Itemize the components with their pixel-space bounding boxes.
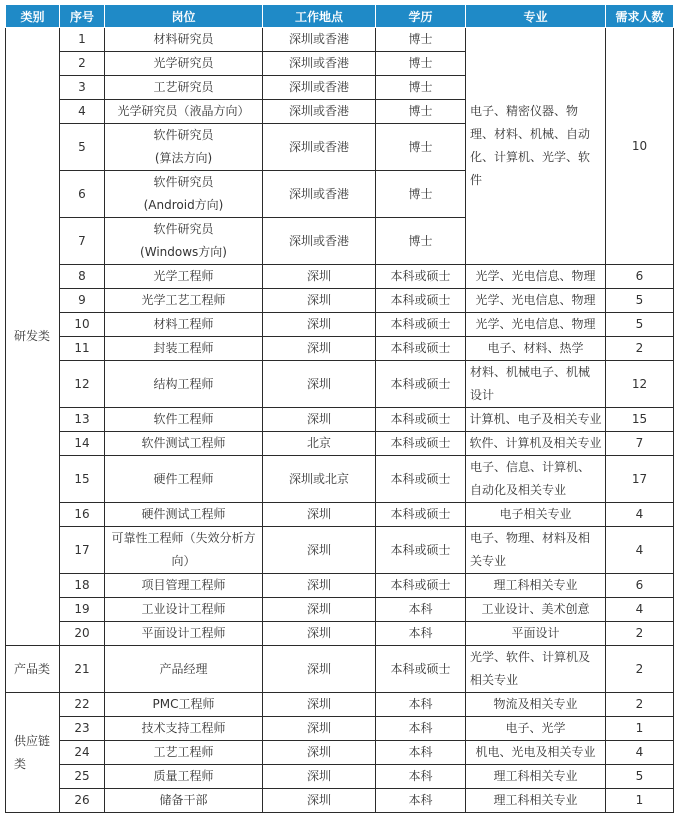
location-cell: 深圳 bbox=[263, 741, 376, 765]
number-cell: 14 bbox=[60, 432, 105, 456]
position-line: (Windows方向) bbox=[140, 245, 227, 259]
position-cell: 光学工程师 bbox=[105, 265, 263, 289]
education-cell: 本科或硕士 bbox=[376, 646, 466, 693]
education-cell: 本科 bbox=[376, 622, 466, 646]
education-cell: 本科或硕士 bbox=[376, 503, 466, 527]
position-cell bbox=[105, 218, 263, 265]
location-cell: 深圳 bbox=[263, 408, 376, 432]
location-cell: 深圳或香港 bbox=[263, 52, 376, 76]
education-cell: 本科或硕士 bbox=[376, 265, 466, 289]
major-cell: 光学、光电信息、物理 bbox=[466, 289, 606, 313]
header-number: 序号 bbox=[60, 5, 105, 28]
table-row bbox=[6, 717, 674, 741]
major-cell: 软件、计算机及相关专业 bbox=[466, 432, 606, 456]
category-cell: 供应链类 bbox=[6, 693, 60, 813]
table-row bbox=[6, 408, 674, 432]
education-cell: 本科 bbox=[376, 717, 466, 741]
count-cell: 2 bbox=[606, 646, 674, 693]
count-cell: 4 bbox=[606, 527, 674, 574]
location-cell: 深圳或香港 bbox=[263, 100, 376, 124]
number-cell: 4 bbox=[60, 100, 105, 124]
position-line: (Android方向) bbox=[143, 198, 224, 212]
major-cell: 理工科相关专业 bbox=[466, 765, 606, 789]
number-cell: 11 bbox=[60, 337, 105, 361]
education-cell: 博士 bbox=[376, 52, 466, 76]
position-cell bbox=[105, 171, 263, 218]
header-row bbox=[6, 5, 674, 28]
position-cell: 光学研究员（液晶方向） bbox=[105, 100, 263, 124]
education-cell: 博士 bbox=[376, 28, 466, 52]
major-cell: 机电、光电及相关专业 bbox=[466, 741, 606, 765]
count-cell: 5 bbox=[606, 765, 674, 789]
position-cell: 光学研究员 bbox=[105, 52, 263, 76]
major-cell: 电子、材料、热学 bbox=[466, 337, 606, 361]
number-cell: 17 bbox=[60, 527, 105, 574]
education-cell: 本科或硕士 bbox=[376, 527, 466, 574]
education-cell: 本科 bbox=[376, 741, 466, 765]
location-cell: 深圳 bbox=[263, 646, 376, 693]
table-row bbox=[6, 693, 674, 717]
location-cell: 深圳 bbox=[263, 789, 376, 813]
location-cell: 深圳 bbox=[263, 574, 376, 598]
job-table bbox=[5, 4, 674, 813]
table-row bbox=[6, 361, 674, 408]
position-cell: 工艺工程师 bbox=[105, 741, 263, 765]
position-line: (算法方向) bbox=[154, 151, 213, 165]
count-cell: 5 bbox=[606, 289, 674, 313]
location-cell: 深圳 bbox=[263, 289, 376, 313]
education-cell: 本科 bbox=[376, 765, 466, 789]
major-cell: 电子相关专业 bbox=[466, 503, 606, 527]
education-cell: 本科或硕士 bbox=[376, 313, 466, 337]
position-cell: 软件工程师 bbox=[105, 408, 263, 432]
position-line: 软件研究员 bbox=[153, 175, 214, 189]
education-cell: 本科或硕士 bbox=[376, 289, 466, 313]
location-cell: 深圳或香港 bbox=[263, 124, 376, 171]
position-cell bbox=[105, 124, 263, 171]
table-row bbox=[6, 622, 674, 646]
position-cell: 材料工程师 bbox=[105, 313, 263, 337]
position-cell: 可靠性工程师（失效分析方向） bbox=[105, 527, 263, 574]
location-cell: 深圳 bbox=[263, 598, 376, 622]
table-row bbox=[6, 28, 674, 52]
position-cell: 储备干部 bbox=[105, 789, 263, 813]
table-row bbox=[6, 598, 674, 622]
table-row bbox=[6, 789, 674, 813]
table-row bbox=[6, 646, 674, 693]
major-cell: 理工科相关专业 bbox=[466, 789, 606, 813]
education-cell: 本科或硕士 bbox=[376, 337, 466, 361]
table-row bbox=[6, 527, 674, 574]
major-cell: 计算机、电子及相关专业 bbox=[466, 408, 606, 432]
major-cell: 光学、光电信息、物理 bbox=[466, 265, 606, 289]
position-cell: 工业设计工程师 bbox=[105, 598, 263, 622]
education-cell: 博士 bbox=[376, 171, 466, 218]
table-row bbox=[6, 765, 674, 789]
number-cell: 19 bbox=[60, 598, 105, 622]
header-count: 需求人数 bbox=[606, 5, 674, 28]
count-cell: 10 bbox=[606, 28, 674, 265]
location-cell: 深圳 bbox=[263, 313, 376, 337]
count-cell: 1 bbox=[606, 717, 674, 741]
location-cell: 深圳或香港 bbox=[263, 218, 376, 265]
header-major: 专业 bbox=[466, 5, 606, 28]
education-cell: 博士 bbox=[376, 100, 466, 124]
header-position: 岗位 bbox=[105, 5, 263, 28]
number-cell: 13 bbox=[60, 408, 105, 432]
number-cell: 15 bbox=[60, 456, 105, 503]
location-cell: 深圳或香港 bbox=[263, 28, 376, 52]
location-cell: 深圳 bbox=[263, 693, 376, 717]
major-cell: 电子、光学 bbox=[466, 717, 606, 741]
table-row bbox=[6, 456, 674, 503]
education-cell: 本科 bbox=[376, 598, 466, 622]
header-education: 学历 bbox=[376, 5, 466, 28]
count-cell: 17 bbox=[606, 456, 674, 503]
education-cell: 博士 bbox=[376, 218, 466, 265]
major-cell: 电子、信息、计算机、自动化及相关专业 bbox=[466, 456, 606, 503]
major-cell: 光学、软件、计算机及相关专业 bbox=[466, 646, 606, 693]
number-cell: 26 bbox=[60, 789, 105, 813]
number-cell: 10 bbox=[60, 313, 105, 337]
table-row bbox=[6, 265, 674, 289]
header-location: 工作地点 bbox=[263, 5, 376, 28]
location-cell: 深圳或香港 bbox=[263, 171, 376, 218]
table-row bbox=[6, 313, 674, 337]
education-cell: 本科或硕士 bbox=[376, 456, 466, 503]
location-cell: 深圳或香港 bbox=[263, 76, 376, 100]
count-cell: 1 bbox=[606, 789, 674, 813]
major-cell: 物流及相关专业 bbox=[466, 693, 606, 717]
number-cell: 25 bbox=[60, 765, 105, 789]
number-cell: 2 bbox=[60, 52, 105, 76]
position-cell: PMC工程师 bbox=[105, 693, 263, 717]
position-cell: 封装工程师 bbox=[105, 337, 263, 361]
count-cell: 5 bbox=[606, 313, 674, 337]
location-cell: 深圳 bbox=[263, 503, 376, 527]
category-cell: 研发类 bbox=[6, 28, 60, 646]
education-cell: 博士 bbox=[376, 124, 466, 171]
position-cell: 结构工程师 bbox=[105, 361, 263, 408]
number-cell: 1 bbox=[60, 28, 105, 52]
number-cell: 5 bbox=[60, 124, 105, 171]
position-cell: 硬件工程师 bbox=[105, 456, 263, 503]
education-cell: 本科或硕士 bbox=[376, 361, 466, 408]
major-cell: 工业设计、美术创意 bbox=[466, 598, 606, 622]
position-cell: 产品经理 bbox=[105, 646, 263, 693]
number-cell: 24 bbox=[60, 741, 105, 765]
position-line: 软件研究员 bbox=[153, 222, 214, 236]
location-cell: 深圳 bbox=[263, 361, 376, 408]
count-cell: 2 bbox=[606, 693, 674, 717]
number-cell: 8 bbox=[60, 265, 105, 289]
position-line: 软件研究员 bbox=[153, 128, 214, 142]
position-cell: 材料研究员 bbox=[105, 28, 263, 52]
location-cell: 北京 bbox=[263, 432, 376, 456]
count-cell: 4 bbox=[606, 741, 674, 765]
location-cell: 深圳 bbox=[263, 265, 376, 289]
table-row bbox=[6, 432, 674, 456]
number-cell: 3 bbox=[60, 76, 105, 100]
number-cell: 23 bbox=[60, 717, 105, 741]
location-cell: 深圳 bbox=[263, 765, 376, 789]
category-cell: 产品类 bbox=[6, 646, 60, 693]
major-cell: 理工科相关专业 bbox=[466, 574, 606, 598]
major-cell: 光学、光电信息、物理 bbox=[466, 313, 606, 337]
major-cell: 材料、机械电子、机械设计 bbox=[466, 361, 606, 408]
number-cell: 20 bbox=[60, 622, 105, 646]
count-cell: 4 bbox=[606, 503, 674, 527]
count-cell: 2 bbox=[606, 337, 674, 361]
header-category: 类别 bbox=[6, 5, 60, 28]
position-cell: 工艺研究员 bbox=[105, 76, 263, 100]
count-cell: 2 bbox=[606, 622, 674, 646]
number-cell: 18 bbox=[60, 574, 105, 598]
major-cell: 电子、精密仪器、物理、材料、机械、自动化、计算机、光学、软件 bbox=[466, 28, 606, 265]
number-cell: 16 bbox=[60, 503, 105, 527]
position-cell: 硬件测试工程师 bbox=[105, 503, 263, 527]
location-cell: 深圳 bbox=[263, 717, 376, 741]
table-row bbox=[6, 574, 674, 598]
location-cell: 深圳 bbox=[263, 337, 376, 361]
education-cell: 本科 bbox=[376, 789, 466, 813]
count-cell: 4 bbox=[606, 598, 674, 622]
position-cell: 项目管理工程师 bbox=[105, 574, 263, 598]
table-row bbox=[6, 289, 674, 313]
number-cell: 21 bbox=[60, 646, 105, 693]
position-cell: 光学工艺工程师 bbox=[105, 289, 263, 313]
number-cell: 7 bbox=[60, 218, 105, 265]
location-cell: 深圳 bbox=[263, 622, 376, 646]
count-cell: 7 bbox=[606, 432, 674, 456]
count-cell: 6 bbox=[606, 574, 674, 598]
table-row bbox=[6, 741, 674, 765]
position-cell: 质量工程师 bbox=[105, 765, 263, 789]
education-cell: 博士 bbox=[376, 76, 466, 100]
education-cell: 本科或硕士 bbox=[376, 432, 466, 456]
count-cell: 6 bbox=[606, 265, 674, 289]
major-cell: 电子、物理、材料及相关专业 bbox=[466, 527, 606, 574]
number-cell: 22 bbox=[60, 693, 105, 717]
major-cell: 平面设计 bbox=[466, 622, 606, 646]
education-cell: 本科 bbox=[376, 693, 466, 717]
number-cell: 9 bbox=[60, 289, 105, 313]
education-cell: 本科或硕士 bbox=[376, 408, 466, 432]
table-row bbox=[6, 503, 674, 527]
position-cell: 技术支持工程师 bbox=[105, 717, 263, 741]
position-cell: 软件测试工程师 bbox=[105, 432, 263, 456]
education-cell: 本科或硕士 bbox=[376, 574, 466, 598]
position-cell: 平面设计工程师 bbox=[105, 622, 263, 646]
number-cell: 6 bbox=[60, 171, 105, 218]
count-cell: 15 bbox=[606, 408, 674, 432]
table-row bbox=[6, 337, 674, 361]
location-cell: 深圳或北京 bbox=[263, 456, 376, 503]
count-cell: 12 bbox=[606, 361, 674, 408]
number-cell: 12 bbox=[60, 361, 105, 408]
location-cell: 深圳 bbox=[263, 527, 376, 574]
